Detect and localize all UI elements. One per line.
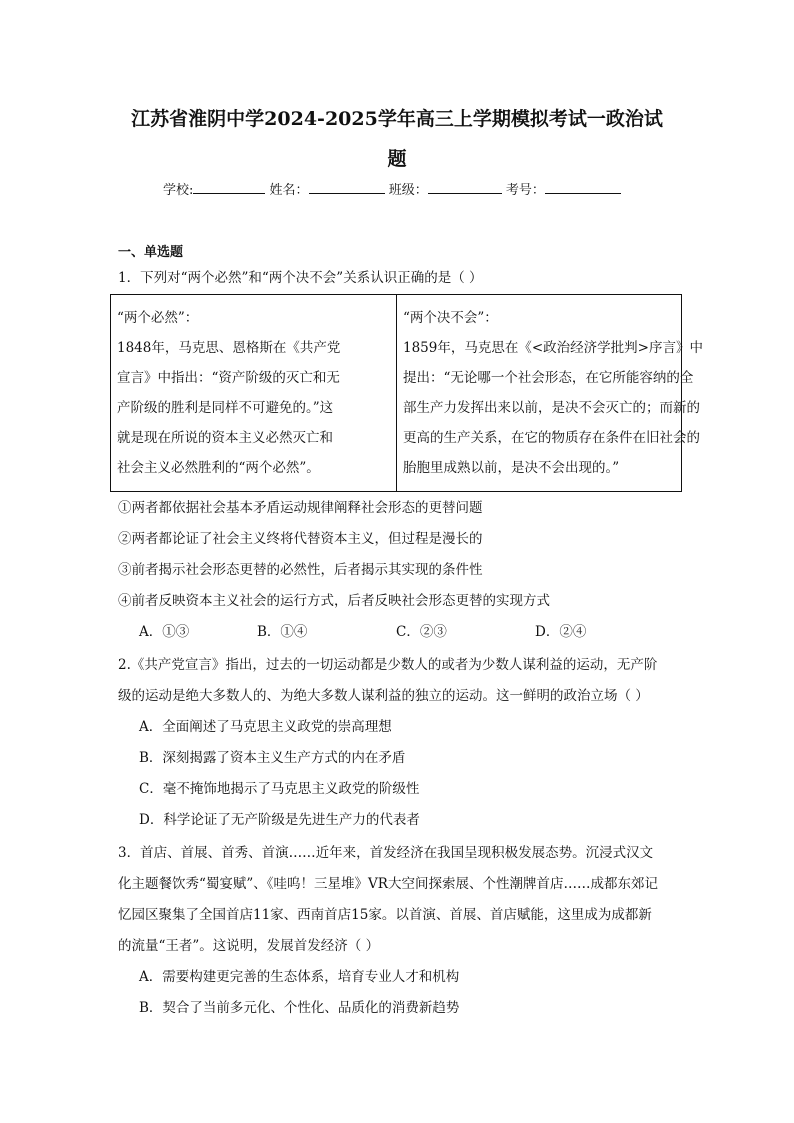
table-text: 更高的生产关系，在它的物质存在条件在旧社会的 xyxy=(403,430,700,446)
q2-option-c[interactable]: C．毫不掩饰地揭示了马克思主义政党的阶级性 xyxy=(139,781,420,797)
q2-stem-line1: 2.《共产党宣言》指出，过去的一切运动都是少数人的或者为少数人谋利益的运动，无产阶 xyxy=(118,657,658,673)
q1-choice-c[interactable]: C．②③ xyxy=(396,624,447,640)
exam-title-line2: 题 xyxy=(387,148,407,170)
name-blank[interactable] xyxy=(309,179,385,194)
student-info-row xyxy=(163,179,621,202)
table-text: 宣言》中指出：“资产阶级的灭亡和无 xyxy=(117,370,340,386)
exam-number-label: 考号： xyxy=(505,183,545,198)
q2-option-a[interactable]: A．全面阐述了马克思主义政党的崇高理想 xyxy=(139,719,392,735)
section-title: 一、单选题 xyxy=(118,245,184,260)
q1-statement-2: ②两者都论证了社会主义终将代替资本主义，但过程是漫长的 xyxy=(118,531,483,547)
q2-stem-line2: 级的运动是绝大多数人的、为绝大多数人谋利益的独立的运动。这一鲜明的政治立场（ ） xyxy=(118,688,649,704)
class-blank[interactable] xyxy=(428,179,502,194)
table-text: 胎胞里成熟以前，是决不会出现的。” xyxy=(403,460,620,476)
q3-stem-line2: 化主题餐饮秀“蜀宴赋”、《哇呜！三星堆》VR大空间探索展、个性潮牌首店……成都东郊记 xyxy=(118,876,658,892)
q1-statement-4: ④前者反映资本主义社会的运行方式，后者反映社会形态更替的实现方式 xyxy=(118,593,550,609)
q1-statement-1: ①两者都依据社会基本矛盾运动规律阐释社会形态的更替问题 xyxy=(118,500,483,516)
table-text: 提出：“无论哪一个社会形态，在它所能容纳的全 xyxy=(403,370,694,386)
q1-table-right-cell xyxy=(396,295,703,491)
exam-title-line1: 江苏省淮阴中学2024-2025学年高三上学期模拟考试一政治试 xyxy=(131,108,663,130)
table-text: “两个必然”： xyxy=(117,310,199,326)
table-text: “两个决不会”： xyxy=(403,310,498,326)
q3-stem-line4: 的流量“王者”。这说明，发展首发经济（ ） xyxy=(118,938,380,954)
q1-statement-3: ③前者揭示社会形态更替的必然性，后者揭示其实现的条件性 xyxy=(118,562,483,578)
q1-choice-a[interactable]: A．①③ xyxy=(139,624,190,640)
q2-option-d[interactable]: D．科学论证了无产阶级是先进生产力的代表者 xyxy=(139,812,420,828)
q3-option-a[interactable]: A．需要构建更完善的生态体系，培育专业人才和机构 xyxy=(139,969,460,985)
table-text: 产阶级的胜利是同样不可避免的。”这 xyxy=(117,400,334,416)
school-label: 学校: xyxy=(163,183,194,198)
table-text: 社会主义必然胜利的“两个必然”。 xyxy=(117,460,320,476)
q3-stem-line3: 忆园区聚集了全国首店11家、西南首店15家。以首演、首展、首店赋能，这里成为成都新 xyxy=(118,907,652,923)
exam-number-blank[interactable] xyxy=(545,179,621,194)
table-text: 部生产力发挥出来以前，是决不会灭亡的；而新的 xyxy=(403,400,700,416)
q1-material-table xyxy=(110,294,703,492)
school-blank[interactable] xyxy=(193,179,265,194)
q3-option-b[interactable]: B．契合了当前多元化、个性化、品质化的消费新趋势 xyxy=(139,1000,460,1016)
q3-stem-line1: 3．首店、首展、首秀、首演……近年来，首发经济在我国呈现积极发展态势。沉浸式汉文 xyxy=(118,845,654,861)
q1-table-left-cell xyxy=(111,295,396,491)
q1-stem: 1．下列对“两个必然”和“两个决不会”关系认识正确的是（ ） xyxy=(118,270,483,286)
table-text: 就是现在所说的资本主义必然灭亡和 xyxy=(117,430,333,446)
table-text: 1848年，马克思、恩格斯在《共产党 xyxy=(117,340,341,356)
table-text: 1859年，马克思在《<政治经济学批判>序言》中 xyxy=(403,340,703,356)
q1-choice-d[interactable]: D．②④ xyxy=(535,624,587,640)
name-label: 姓名： xyxy=(269,183,309,198)
q2-option-b[interactable]: B．深刻揭露了资本主义生产方式的内在矛盾 xyxy=(139,750,406,766)
class-label: 班级： xyxy=(388,183,428,198)
q1-choice-b[interactable]: B．①④ xyxy=(257,624,308,640)
